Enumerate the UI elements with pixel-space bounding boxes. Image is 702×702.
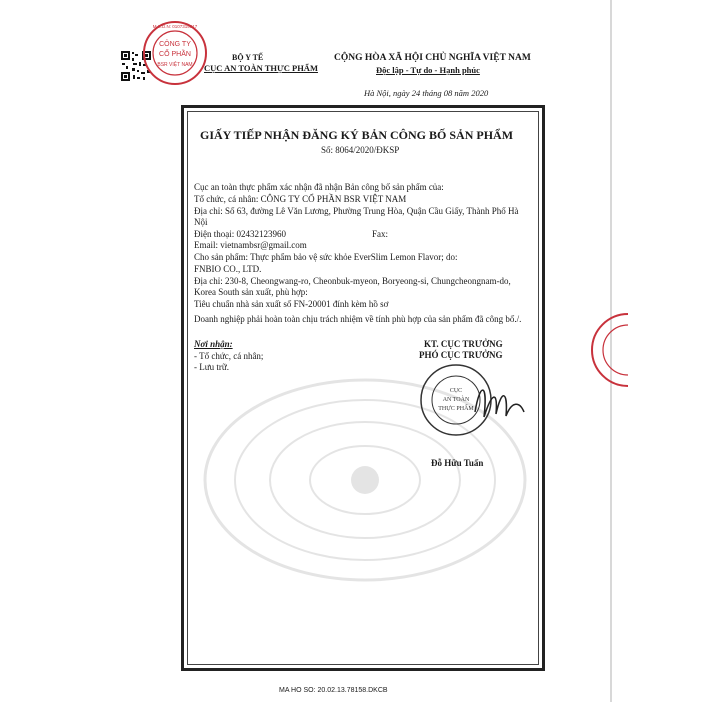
maker-line: FNBIO CO., LTD. bbox=[194, 264, 262, 274]
recipient-item: - Lưu trữ. bbox=[194, 362, 229, 372]
ministry-name: BỘ Y TẾ bbox=[232, 53, 264, 62]
address-line: Địa chỉ: Số 63, đường Lê Văn Lương, Phường Trung Hòa, Quận Cầu Giấy, Thành Phố Hà bbox=[194, 206, 519, 216]
product-line: Cho sản phẩm: Thực phẩm bảo vệ sức khỏe EverSlim Lemon Flavor; do: bbox=[194, 252, 458, 262]
document-number: Số: 8064/2020/ĐKSP bbox=[321, 145, 400, 155]
email-line: Email: vietnambsr@gmail.com bbox=[194, 240, 307, 250]
fax-line: Fax: bbox=[372, 229, 389, 239]
agency-name: CỤC AN TOÀN THỰC PHẨM bbox=[204, 63, 318, 73]
body-intro: Cục an toàn thực phẩm xác nhận đã nhận Bản công bố sản phẩm của: bbox=[194, 182, 444, 192]
signature-mark bbox=[470, 372, 530, 432]
responsibility-line: Doanh nghiệp phải hoàn toàn chịu trách nhiệm về tính phù hợp của sản phẩm đã công bố./. bbox=[194, 314, 522, 324]
signer-title: KT. CỤC TRƯỞNG bbox=[424, 339, 503, 349]
stamp-name-label: BSR VIỆT NAM bbox=[157, 62, 193, 68]
recipients-heading: Nơi nhận: bbox=[194, 339, 233, 349]
country-name: CỘNG HÒA XÃ HỘI CHỦ NGHĨA VIỆT NAM bbox=[334, 53, 531, 63]
signer-position: PHÓ CỤC TRƯỞNG bbox=[419, 350, 503, 360]
document-title: GIẤY TIẾP NHẬN ĐĂNG KÝ BẢN CÔNG BỐ SẢN PHẨM bbox=[200, 128, 514, 142]
signer-name: Đỗ Hữu Tuấn bbox=[431, 458, 484, 468]
recipient-item: - Tổ chức, cá nhân; bbox=[194, 351, 264, 361]
standard-line: Tiêu chuẩn nhà sản xuất số FN-20001 đính kèm hồ sơ bbox=[194, 299, 389, 309]
seal-text-2: AN TOÀN bbox=[442, 397, 470, 403]
seal-text-1: CỤC bbox=[449, 388, 463, 394]
stamp-type-label: CỔ PHẦN bbox=[159, 51, 191, 58]
record-code: MA HO SO: 20.02.13.78158.DKCB bbox=[279, 687, 388, 694]
company-stamp-partial bbox=[588, 300, 628, 400]
stamp-company-label: CÔNG TY bbox=[159, 41, 191, 48]
phone-line: Điện thoại: 02432123960 bbox=[194, 229, 286, 239]
maker-address-line: Địa chỉ: 230-8, Cheongwang-ro, Cheonbuk-myeon, Boryeong-si, Chungcheongnam-do, bbox=[194, 276, 511, 286]
org-line: Tổ chức, cá nhân: CÔNG TY CỔ PHẦN BSR VIỆT NAM bbox=[194, 194, 407, 204]
stamp-number-label: M.S.D.N: 0107319017 bbox=[152, 24, 198, 29]
maker-address-cont: Korea South sản xuất, phù hợp: bbox=[194, 287, 308, 297]
place-date: Hà Nội, ngày 24 tháng 08 năm 2020 bbox=[364, 88, 489, 98]
motto: Độc lập - Tự do - Hạnh phúc bbox=[376, 65, 480, 75]
seal-text-3: THỰC PHẨM bbox=[438, 406, 474, 412]
company-stamp bbox=[142, 20, 208, 86]
address-line-cont: Nội bbox=[194, 217, 208, 227]
